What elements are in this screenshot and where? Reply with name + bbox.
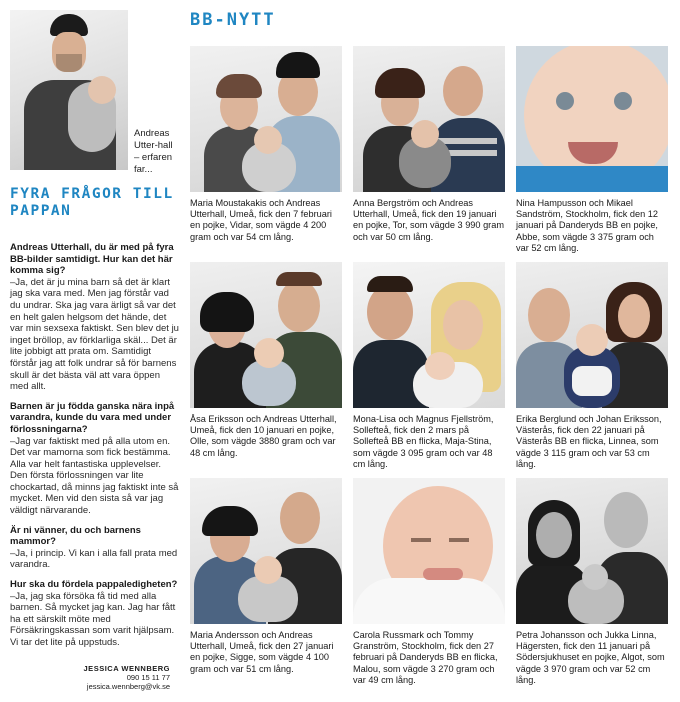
byline-name: JESSICA WENNBERG — [83, 664, 170, 673]
announcement-text: Nina Hampusson och Mikael Sandström, Stockholm, fick den 12 januari på Danderyds BB en pojke, Abbe, som vägde 3 375 gram och var 52 cm lång. — [516, 198, 658, 253]
headline: FYRA FRÅGOR TILL PAPPAN — [10, 186, 174, 219]
byline-phone: 090 15 11 77 — [126, 673, 170, 682]
announcement-card — [190, 46, 342, 243]
family-photo — [190, 46, 342, 192]
announcement-text: Maria Andersson och Andreas Utterhall, Umeå, fick den 27 januari en pojke, Sigge, som vägde 4 100 gram och var 51 cm lång. — [190, 630, 334, 674]
question-3: Är ni vänner, du och barnens mammor? — [10, 524, 141, 548]
question-2: Barnen är ju födda ganska nära inpå varandra, kunde du vara med under förlossningarna? — [10, 400, 175, 435]
section-title: BB-NYTT — [190, 10, 276, 30]
portrait-caption: Andreas Utter-hall – erfaren far... — [134, 128, 173, 175]
announcement-card — [190, 262, 342, 459]
baby-photo — [353, 478, 505, 624]
announcement-card — [516, 46, 668, 254]
announcement-text: Carola Russmark och Tommy Granström, Stockholm, fick den 27 februari på Danderyds BB en flicka, Malou, som vägde 3 270 gram och var 49 cm lång. — [353, 630, 498, 685]
answer-3: –Ja, i princip. Vi kan i alla fall prata med varandra. — [10, 547, 178, 571]
answer-2: –Jag var faktiskt med på alla utom en. Det var mamorna som fick bestämma. Alla var helt fantastiska upplevelser. Den första förlossningen var lite chockartad, då minns jag faktiskt inte så mycket. Men vid den sista så var jag väldigt närvarande. — [10, 435, 179, 517]
announcement-card — [353, 46, 505, 243]
family-photo — [190, 262, 342, 408]
announcement-text: Erika Berglund och Johan Eriksson, Västerås, fick den 22 januari på Västerås BB en flicka, Linnea, som vägde 3 115 gram och var 53 cm lång. — [516, 414, 662, 469]
family-photo — [353, 262, 505, 408]
announcement-card — [353, 262, 505, 470]
answer-4: –Ja, jag ska försöka få tid med alla barnen. Så mycket jag kan. Jag har fått ha ett särskilt möte med Försäkringskassan som varit hjälpsam. Vi tar det lite på uppstuds. — [10, 590, 176, 648]
announcement-card — [353, 478, 505, 686]
baby-photo — [516, 46, 668, 192]
father-portrait-photo — [10, 10, 128, 170]
family-photo — [516, 262, 668, 408]
interview — [10, 242, 180, 649]
announcement-card — [516, 478, 668, 686]
byline — [60, 664, 170, 691]
byline-email[interactable]: jessica.wennberg@vk.se — [86, 682, 170, 691]
answer-1: –Ja, det är ju mina barn så det är klart jag ska vara med. Men jag förstår vad du undrar. Ska jag vara ärligt så var det en helt galen helgsom det hände, det var min sexsexa faktiskt. Sen blev det ju inget bröllop, av förklarliga skäl... Det är lite jobbigt att prata om. Samtidigt förstår jag att folk undrar så för barnens skull är det bästa väl att vara öppen med allt. — [10, 276, 179, 393]
announcement-text: Åsa Eriksson och Andreas Utterhall, Umeå, fick den 10 januari en pojke, Olle, som vägde 3880 gram och var 48 cm lång. — [190, 414, 337, 458]
announcement-card — [190, 478, 342, 675]
announcement-card — [516, 262, 668, 470]
announcement-text: Mona-Lisa och Magnus Fjellström, Sollefteå, fick den 2 mars på Sollefteå BB en flicka, Maja-Stina, som vägde 3 095 gram och var 48 cm lång. — [353, 414, 494, 469]
family-photo — [190, 478, 342, 624]
family-photo — [516, 478, 668, 624]
announcement-text: Petra Johansson och Jukka Linna, Hägersten, fick den 11 januari på Södersjukhuset en pojke, Algot, som vägde 3 970 gram och var 52 cm lång. — [516, 630, 665, 685]
announcement-text: Maria Moustakakis och Andreas Utterhall, Umeå, fick den 7 februari en pojke, Vidar, som vägde 4 200 gram och var 54 cm lång. — [190, 198, 332, 242]
question-4: Hur ska du fördela pappaledigheten? — [10, 579, 178, 591]
announcement-text: Anna Bergström och Andreas Utterhall, Umeå, fick den 19 januari en pojke, Tor, som vägde 3 990 gram och var 50 cm lång. — [353, 198, 505, 242]
family-photo — [353, 46, 505, 192]
question-1: Andreas Utterhall, du är med på fyra BB-bilder samtidigt. Hur kan det här komma sig? — [10, 242, 174, 277]
